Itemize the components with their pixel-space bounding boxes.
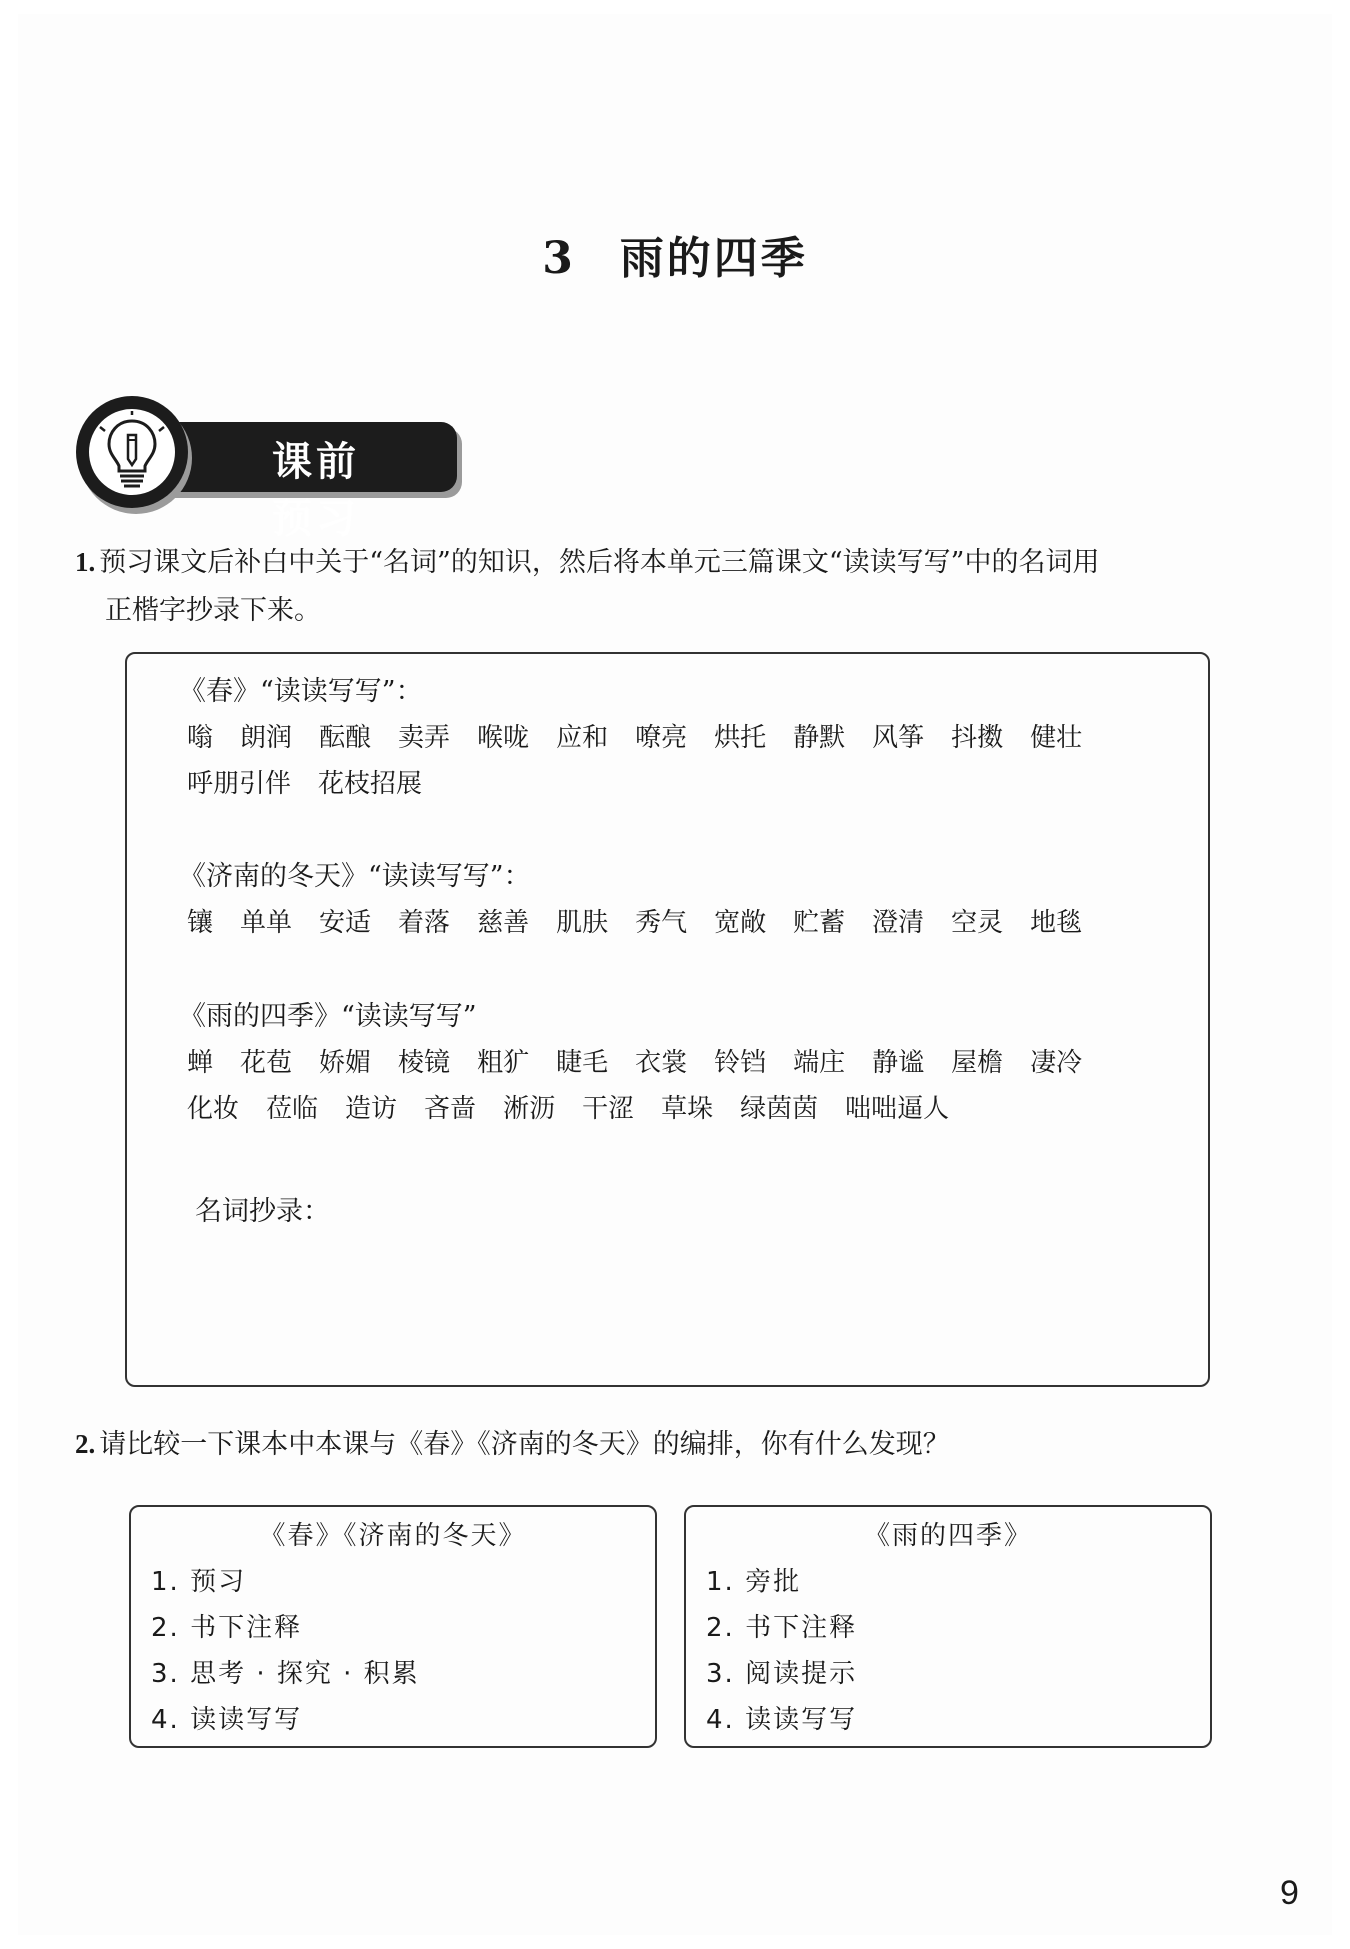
word: 棱镜 xyxy=(398,1048,451,1078)
word: 肌肤 xyxy=(556,908,609,938)
question-2-number: 2. xyxy=(75,1429,96,1459)
comparison-item: 1. 旁批 xyxy=(706,1567,802,1597)
comparison-item: 2. 书下注释 xyxy=(706,1613,858,1643)
word-group-title: 《雨的四季》“读读写写” xyxy=(179,1001,477,1032)
word: 宽敞 xyxy=(714,908,767,938)
section-badge-circle xyxy=(76,396,188,508)
word-group-title: 《春》“读读写写”： xyxy=(179,676,423,707)
comparison-box-yu xyxy=(684,1505,1212,1748)
comparison-item: 1. 预习 xyxy=(151,1567,247,1597)
question-1 xyxy=(75,538,1275,635)
comparison-item: 4. 读读写写 xyxy=(706,1705,858,1735)
word: 花苞 xyxy=(240,1048,293,1078)
word: 娇媚 xyxy=(319,1048,372,1078)
word: 酝酿 xyxy=(319,723,372,753)
word: 化妆 xyxy=(187,1094,240,1124)
word: 应和 xyxy=(556,723,609,753)
lightbulb-pencil-icon xyxy=(89,409,175,495)
word: 睫毛 xyxy=(556,1048,609,1078)
word: 健壮 xyxy=(1030,723,1083,753)
word: 咄咄逼人 xyxy=(845,1094,950,1124)
word: 喉咙 xyxy=(477,723,530,753)
copy-label: 名词抄录： xyxy=(195,1196,330,1227)
word: 单单 xyxy=(240,908,293,938)
word: 花枝招展 xyxy=(318,769,423,799)
lesson-title xyxy=(0,222,1350,286)
comparison-box-chun-jinan xyxy=(129,1505,657,1748)
question-1-text-line1: 预习课文后补白中关于“名词”的知识，然后将本单元三篇课文“读读写写”中的名词用 xyxy=(99,547,1100,578)
word: 嗡 xyxy=(187,723,214,753)
word: 干涩 xyxy=(582,1094,635,1124)
word: 蝉 xyxy=(187,1048,214,1078)
word: 嘹亮 xyxy=(635,723,688,753)
comparison-heading: 《春》《济南的冬天》 xyxy=(259,1521,527,1551)
question-2 xyxy=(75,1420,950,1469)
word: 抖擞 xyxy=(951,723,1004,753)
word: 粗犷 xyxy=(477,1048,530,1078)
lesson-title-text: 雨的四季 xyxy=(619,233,808,284)
comparison-item: 2. 书下注释 xyxy=(151,1613,303,1643)
word: 凄冷 xyxy=(1030,1048,1083,1078)
comparison-list xyxy=(151,1559,420,1743)
comparison-item: 3. 思考 · 探究 · 积累 xyxy=(151,1659,420,1689)
word: 贮蓄 xyxy=(793,908,846,938)
word: 淅沥 xyxy=(503,1094,556,1124)
word: 秀气 xyxy=(635,908,688,938)
word-row xyxy=(187,761,1109,807)
word: 造访 xyxy=(345,1094,398,1124)
section-badge-label: 课前预习 xyxy=(272,439,360,542)
word: 吝啬 xyxy=(424,1094,477,1124)
word: 绿茵茵 xyxy=(740,1094,819,1124)
comparison-heading: 《雨的四季》 xyxy=(863,1521,1032,1551)
word: 慈善 xyxy=(477,908,530,938)
word: 空灵 xyxy=(951,908,1004,938)
comparison-item: 4. 读读写写 xyxy=(151,1705,303,1735)
question-2-text: 请比较一下课本中本课与《春》《济南的冬天》的编排，你有什么发现？ xyxy=(99,1429,950,1460)
question-1-number: 1. xyxy=(75,547,96,577)
lesson-number: 3 xyxy=(542,233,576,284)
word: 莅临 xyxy=(266,1094,319,1124)
question-1-text-line2: 正楷字抄录下来。 xyxy=(105,595,321,626)
word-group-yu xyxy=(179,994,1109,1132)
word-group-jinan xyxy=(179,854,1109,946)
word-row xyxy=(187,1086,1109,1132)
word-row xyxy=(187,715,1109,761)
word-row xyxy=(187,1040,1109,1086)
word: 衣裳 xyxy=(635,1048,688,1078)
word: 着落 xyxy=(398,908,451,938)
comparison-list xyxy=(706,1559,857,1743)
word: 静谧 xyxy=(872,1048,925,1078)
word-group-title: 《济南的冬天》“读读写写”： xyxy=(179,861,531,892)
word: 端庄 xyxy=(793,1048,846,1078)
word: 地毯 xyxy=(1030,908,1083,938)
word: 静默 xyxy=(793,723,846,753)
word-list-box xyxy=(125,652,1210,1387)
word: 风筝 xyxy=(872,723,925,753)
word: 呼朋引伴 xyxy=(187,769,292,799)
word: 铃铛 xyxy=(714,1048,767,1078)
word-group-chun xyxy=(179,669,1109,807)
section-badge xyxy=(72,392,392,542)
word: 卖弄 xyxy=(398,723,451,753)
word: 草垛 xyxy=(661,1094,714,1124)
word: 屋檐 xyxy=(951,1048,1004,1078)
word: 烘托 xyxy=(714,723,767,753)
comparison-item: 3. 阅读提示 xyxy=(706,1659,858,1689)
word: 安适 xyxy=(319,908,372,938)
word: 澄清 xyxy=(872,908,925,938)
page-number: 9 xyxy=(1280,1874,1299,1912)
word: 朗润 xyxy=(240,723,293,753)
word: 镶 xyxy=(187,908,214,938)
word-row xyxy=(187,900,1109,946)
